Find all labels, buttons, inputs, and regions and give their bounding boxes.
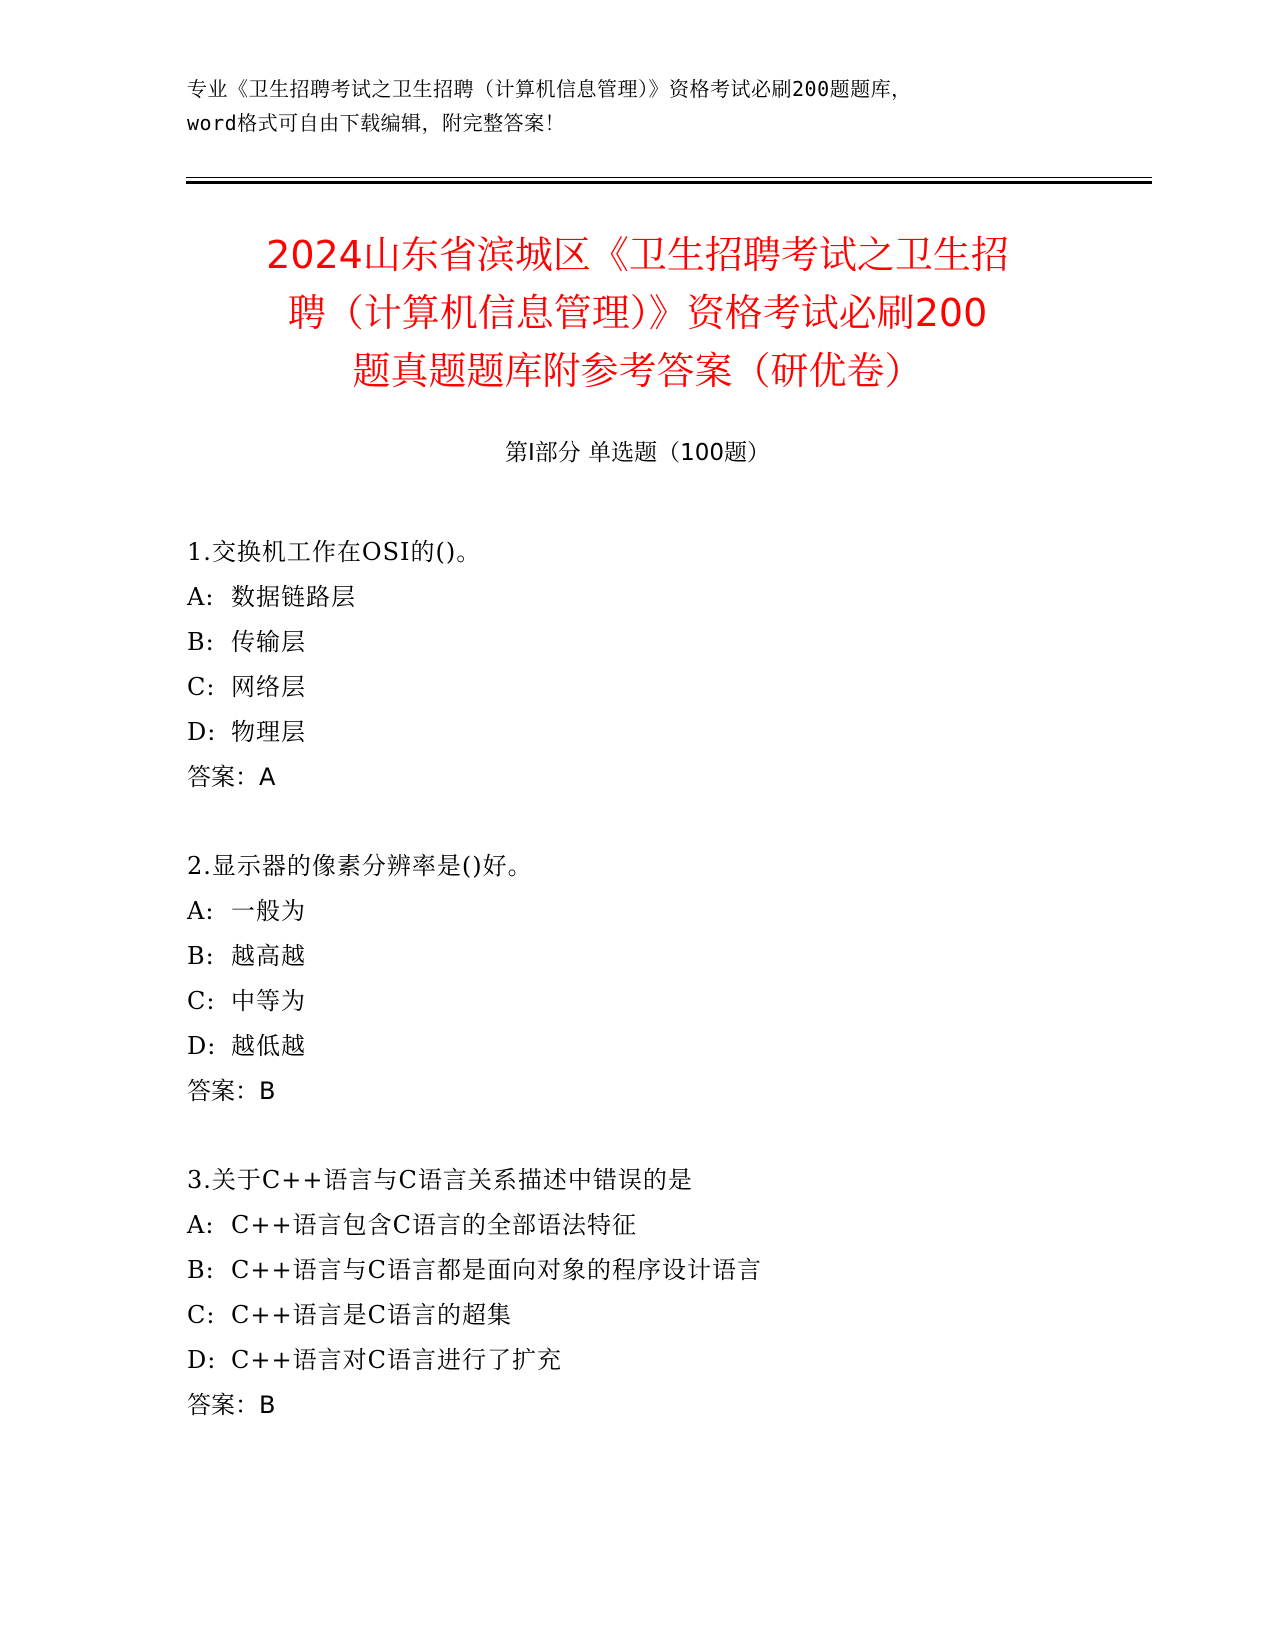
option-text: C++语言是C语言的超集	[231, 1301, 512, 1329]
option-key: A:	[187, 583, 215, 611]
option-text: 越高越	[231, 942, 306, 970]
question-3	[187, 1158, 1107, 1428]
option-c	[187, 1293, 1107, 1338]
header-divider-thick	[186, 181, 1152, 184]
option-text: 越低越	[231, 1032, 306, 1060]
option-b	[187, 1248, 1107, 1293]
answer: 答案：A	[187, 763, 276, 791]
option-text: C++语言包含C语言的全部语法特征	[231, 1211, 637, 1239]
header-note-line-1: 专业《卫生招聘考试之卫生招聘（计算机信息管理）》资格考试必刷200题题库，	[187, 77, 912, 101]
option-text: 物理层	[231, 718, 306, 746]
option-key: D:	[187, 1346, 217, 1374]
question-stem: 1.交换机工作在OSI的()。	[187, 538, 482, 566]
question-2	[187, 844, 1107, 1114]
option-key: C:	[187, 987, 216, 1015]
title-line-1: 2024山东省滨城区《卫生招聘考试之卫生招	[266, 233, 1009, 277]
option-b	[187, 934, 1107, 979]
answer: 答案：B	[187, 1391, 276, 1419]
option-d	[187, 1338, 1107, 1383]
option-text: C++语言对C语言进行了扩充	[231, 1346, 562, 1374]
question-stem: 2.显示器的像素分辨率是()好。	[187, 852, 533, 880]
option-key: C:	[187, 673, 216, 701]
option-text: C++语言与C语言都是面向对象的程序设计语言	[231, 1256, 762, 1284]
option-d	[187, 710, 1107, 755]
question-1	[187, 530, 1107, 800]
option-text: 传输层	[231, 628, 306, 656]
option-a	[187, 889, 1107, 934]
option-key: A:	[187, 1211, 215, 1239]
option-key: B:	[187, 942, 215, 970]
header-note-line-2: word格式可自由下载编辑，附完整答案！	[187, 111, 566, 135]
option-key: B:	[187, 628, 215, 656]
option-c	[187, 979, 1107, 1024]
header-divider-thin	[186, 177, 1152, 178]
option-key: C:	[187, 1301, 216, 1329]
option-text: 数据链路层	[231, 583, 356, 611]
option-key: D:	[187, 718, 217, 746]
option-text: 网络层	[231, 673, 306, 701]
option-a	[187, 1203, 1107, 1248]
question-list	[187, 530, 1107, 1472]
answer: 答案：B	[187, 1077, 276, 1105]
option-b	[187, 620, 1107, 665]
title-line-2: 聘（计算机信息管理）》资格考试必刷200	[287, 291, 988, 335]
document-title	[150, 226, 1125, 400]
option-key: A:	[187, 897, 215, 925]
section-title: 第I部分 单选题（100题）	[505, 440, 770, 466]
option-text: 一般为	[231, 897, 306, 925]
option-key: B:	[187, 1256, 215, 1284]
option-text: 中等为	[231, 987, 306, 1015]
option-key: D:	[187, 1032, 217, 1060]
header-note	[187, 72, 1087, 140]
option-d	[187, 1024, 1107, 1069]
title-line-3: 题真题题库附参考答案（研优卷）	[352, 349, 923, 393]
option-c	[187, 665, 1107, 710]
question-stem: 3.关于C++语言与C语言关系描述中错误的是	[187, 1166, 693, 1194]
option-a	[187, 575, 1107, 620]
